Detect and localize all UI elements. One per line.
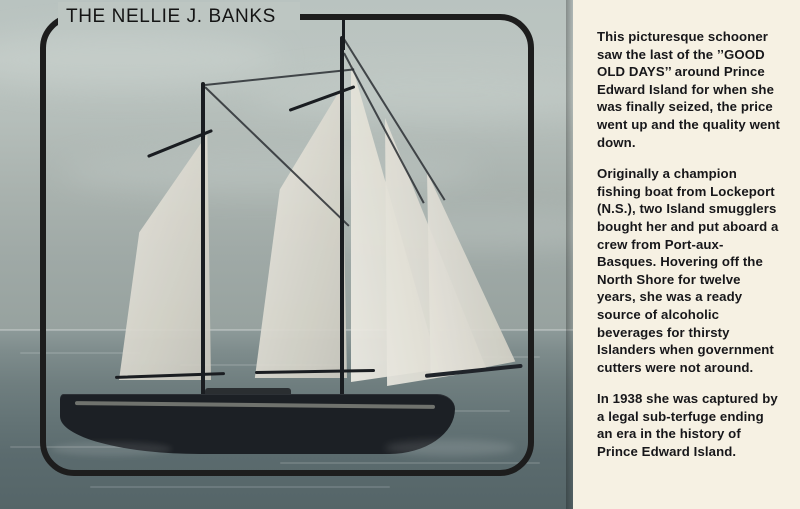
stern-wake [52,442,172,456]
caption-paragraph: In 1938 she was captured by a legal sub-terfuge ending an era in the history of Prince Edward Island. [597,391,778,460]
page-title: THE NELLIE J. BANKS [66,6,276,27]
caption-panel [573,0,800,509]
fore-gaff [289,85,356,112]
caption-paragraph: This picturesque schooner saw the last of the ’’GOOD OLD DAYS’’ around Prince Edward Island for when she was finally seized, the price went up and the quality went down. [597,29,781,150]
foresail [251,88,347,378]
schooner [55,22,525,482]
bow-wake [385,440,515,456]
caption-paragraph: Originally a champion fishing boat from Lockeport (N.S.), two Island smugglers bought her and put aboard a crew from Port-aux-Basques. Hovering off the North Shore for twelve years, she was a ready source of alcoholic beverages for thirsty Islanders when government cutters were not around. [597,166,779,375]
mainsail [119,134,211,380]
triatic-stay [205,68,354,86]
wave [90,486,390,488]
mainmast [201,82,205,400]
jib-sail [427,172,519,378]
topmast [342,20,345,50]
